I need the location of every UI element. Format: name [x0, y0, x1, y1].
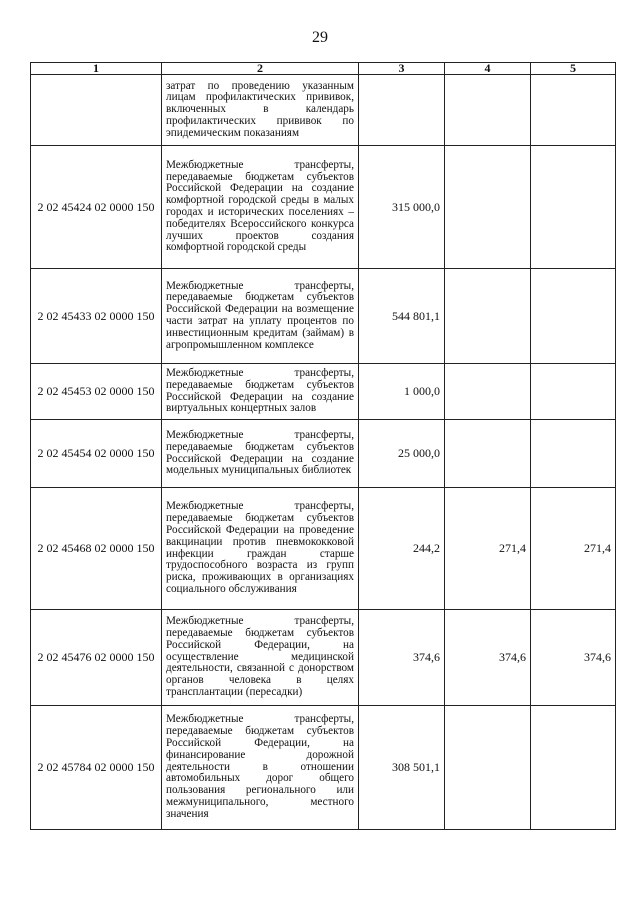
table-row	[31, 420, 616, 488]
row-value-3: 1 000,0	[359, 364, 445, 420]
row-value-3: 25 000,0	[359, 420, 445, 488]
row-value-3: 315 000,0	[359, 146, 445, 269]
row-value-5	[531, 269, 616, 364]
row-description: Межбюджетные трансферты, передаваемые бюджетам субъектов Российской Федерации на создание модельных муниципальных библиотек	[162, 420, 359, 488]
row-code: 2 02 45454 02 0000 150	[31, 420, 162, 488]
row-value-5	[531, 420, 616, 488]
row-description: затрат по проведению указанным лицам профилактических прививок, включенных в календарь профилактических прививок по эпидемическим показаниям	[162, 75, 359, 146]
row-value-3	[359, 75, 445, 146]
row-code: 2 02 45468 02 0000 150	[31, 488, 162, 610]
row-description: Межбюджетные трансферты, передаваемые бюджетам субъектов Российской Федерации, на финансирование дорожной деятельности в отношении автомобильных дорог общего пользования регионального или межмуниципального, местного значения	[162, 706, 359, 830]
row-value-4	[445, 364, 531, 420]
row-value-5: 374,6	[531, 610, 616, 706]
budget-table	[30, 62, 616, 830]
table-row	[31, 610, 616, 706]
row-value-5	[531, 706, 616, 830]
row-code: 2 02 45424 02 0000 150	[31, 146, 162, 269]
table-row	[31, 364, 616, 420]
row-value-3: 544 801,1	[359, 269, 445, 364]
table-row	[31, 706, 616, 830]
row-description: Межбюджетные трансферты, передаваемые бюджетам субъектов Российской Федерации на создание виртуальных концертных залов	[162, 364, 359, 420]
row-value-5	[531, 75, 616, 146]
table-header-row	[31, 63, 616, 75]
table-row	[31, 488, 616, 610]
row-value-5	[531, 146, 616, 269]
row-code	[31, 75, 162, 146]
row-value-5: 271,4	[531, 488, 616, 610]
column-header-4: 4	[445, 63, 531, 75]
row-value-3: 374,6	[359, 610, 445, 706]
row-description: Межбюджетные трансферты, передаваемые бюджетам субъектов Российской Федерации на возмещение части затрат на уплату процентов по инвестиционным кредитам (займам) в агропромышленном комплексе	[162, 269, 359, 364]
row-value-4: 271,4	[445, 488, 531, 610]
row-value-4	[445, 420, 531, 488]
page-number: 29	[312, 29, 328, 46]
row-description: Межбюджетные трансферты, передаваемые бюджетам субъектов Российской Федерации на проведение вакцинации против пневмококковой инфекции граждан старше трудоспособного возраста из групп риска, проживающих в организациях социального обслуживания	[162, 488, 359, 610]
row-code: 2 02 45784 02 0000 150	[31, 706, 162, 830]
row-value-4	[445, 75, 531, 146]
row-code: 2 02 45476 02 0000 150	[31, 610, 162, 706]
row-value-4	[445, 706, 531, 830]
row-value-5	[531, 364, 616, 420]
row-value-3: 308 501,1	[359, 706, 445, 830]
row-code: 2 02 45433 02 0000 150	[31, 269, 162, 364]
column-header-5: 5	[531, 63, 616, 75]
row-value-3: 244,2	[359, 488, 445, 610]
table-row	[31, 75, 616, 146]
column-header-2: 2	[162, 63, 359, 75]
row-value-4	[445, 269, 531, 364]
column-header-1: 1	[31, 63, 162, 75]
row-description: Межбюджетные трансферты, передаваемые бюджетам субъектов Российской Федерации, на осуществление медицинской деятельности, связанной с донорством органов человека в целях трансплантации (пересадки)	[162, 610, 359, 706]
table-row	[31, 146, 616, 269]
row-value-4: 374,6	[445, 610, 531, 706]
row-value-4	[445, 146, 531, 269]
column-header-3: 3	[359, 63, 445, 75]
table-row	[31, 269, 616, 364]
row-description: Межбюджетные трансферты, передаваемые бюджетам субъектов Российской Федерации на создание комфортной городской среды в малых городах и исторических поселениях – победителях Всероссийского конкурса лучших проектов создания комфортной городской среды	[162, 146, 359, 269]
row-code: 2 02 45453 02 0000 150	[31, 364, 162, 420]
